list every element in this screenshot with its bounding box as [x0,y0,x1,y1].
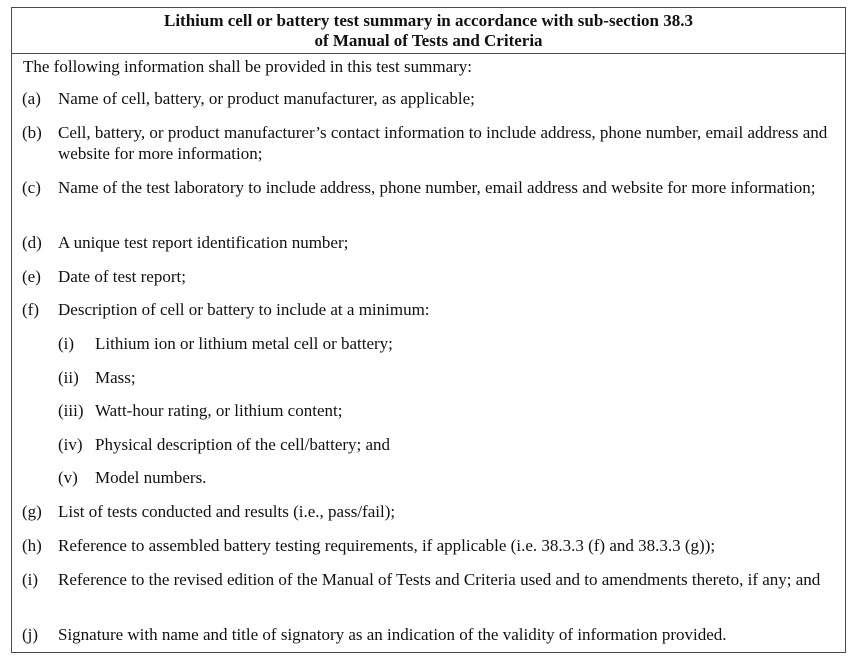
sub-item-text: Mass; [95,368,136,387]
sub-item-text: Model numbers. [95,468,207,487]
sub-item-text: Lithium ion or lithium metal cell or battery; [95,334,393,353]
item-label: (c) [22,178,41,197]
item-label: (b) [22,123,42,142]
intro-text: The following information shall be provided in this test summary: [23,57,473,76]
item-label: (g) [22,502,42,521]
sub-item-label: (v) [58,468,78,487]
sub-item-label: (i) [58,334,75,353]
item-text: A unique test report identification number; [58,233,349,252]
item-text: Cell, battery, or product manufacturer’s contact information to include address, phone number, email address and website for more information; [58,123,828,163]
item-text: List of tests conducted and results (i.e., pass/fail); [58,502,396,521]
title-line-2: of Manual of Tests and Criteria [314,31,543,50]
item-text: Reference to assembled battery testing requirements, if applicable (i.e. 38.3.3 (f) and 38.3.3 (g)); [58,536,716,555]
item-text: Name of the test laboratory to include address, phone number, email address and website for more information; [58,178,816,197]
sub-item-text: Watt-hour rating, or lithium content; [95,401,343,420]
summary-table [11,7,846,653]
sub-item-label: (iii) [58,401,84,420]
item-label: (f) [22,300,39,319]
sub-item-label: (iv) [58,435,83,454]
item-label: (d) [22,233,42,252]
item-text: Signature with name and title of signatory as an indication of the validity of information provided. [58,625,727,644]
sub-item-text: Physical description of the cell/battery; and [95,435,391,454]
item-text: Name of cell, battery, or product manufacturer, as applicable; [58,89,475,108]
item-text: Reference to the revised edition of the Manual of Tests and Criteria used and to amendments thereto, if any; and [58,570,821,589]
table-header [12,8,845,54]
item-label: (h) [22,536,42,555]
title-line-1: Lithium cell or battery test summary in accordance with sub-section 38.3 [164,11,693,30]
item-label: (a) [22,89,41,108]
item-label: (e) [22,267,41,286]
item-text: Description of cell or battery to include at a minimum: [58,300,430,319]
item-label: (j) [22,625,39,644]
item-text: Date of test report; [58,267,186,286]
sub-item-label: (ii) [58,368,79,387]
item-label: (i) [22,570,39,589]
